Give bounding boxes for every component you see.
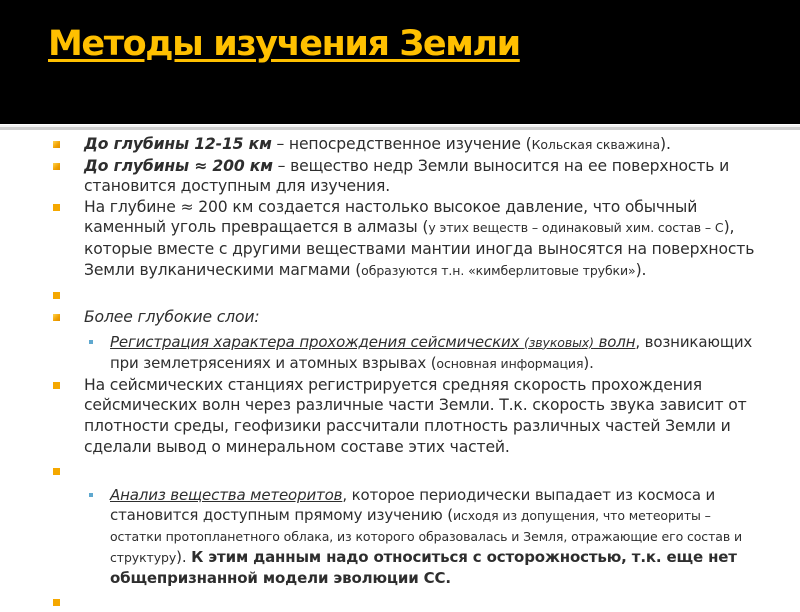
bullet-item-empty [0,461,800,481]
item-note-2: образуются т.н. «кимберлитовые трубки» [361,262,636,278]
square-bullet-icon [53,204,60,211]
bullet-item-depth-200km [0,156,800,197]
arrow-bullet-icon [53,141,60,148]
sub-item-text: , которое периодически выпадает из космоса и становится доступным прямому изучению ( [110,486,716,525]
slide-header [0,0,800,124]
sub-item-lead-note: (звуковых) [523,334,594,350]
sub-item-meteorites [0,485,800,588]
sub-item-text: , возникающих при землетрясениях и атомных взрывах ( [110,332,753,372]
header-divider [0,127,800,130]
item-tail: ). [660,135,671,153]
bullet-item-seismic-stations [0,375,800,457]
square-bullet-icon [53,468,60,475]
item-text-2: ), которые вместе с другими веществами мантии иногда выносятся на поверхность Земли вулканическими магмами ( [84,218,755,279]
sub-bullet-icon [89,340,93,344]
item-note: у этих веществ – одинаковый хим. состав – С [428,220,724,236]
bullet-item-depth-15km [0,134,800,156]
arrow-bullet-icon [53,314,60,321]
square-bullet-icon [53,382,60,389]
item-note: Кольская скважина [531,137,661,152]
item-text: На сейсмических станциях регистрируется средняя скорость прохождения сейсмических волн через различные части Земли. Т.к. скорость звука зависит от плотности среды, геофизики рассчитали плотность различных частей Земли и сделали вывод о минеральном составе этих частей. [84,375,747,456]
sub-item-note: основная информация [436,355,584,371]
bullet-item-diamonds [0,197,800,281]
item-lead: До глубины ≈ 200 км [84,156,273,175]
sub-item-lead: Регистрация характера прохождения сейсмических [110,332,524,351]
arrow-bullet-icon [53,163,60,170]
item-text: – непосредственное изучение ( [271,135,532,153]
bullet-item-deeper-layers [0,307,800,328]
sub-item-tail: ). [176,548,192,567]
section-heading: Более глубокие слои: [84,308,260,327]
sub-item-lead: Анализ вещества метеоритов [110,486,343,505]
item-lead: До глубины 12-15 км [84,135,272,153]
sub-bullet-icon [89,493,93,497]
slide-title: Методы изучения Земли [48,24,520,64]
sub-item-tail: ). [583,353,594,372]
item-text: На глубине ≈ 200 км создается настолько высокое давление, что обычный каменный уголь превращается в алмазы ( [84,197,698,237]
square-bullet-icon [53,599,60,606]
square-bullet-icon [53,292,60,299]
sub-item-note: исходя из допущения, что метеориты – остатки протопланетного облака, из которого образовалась и Земля, отражающие его состав и структуру [110,508,742,566]
sub-item-warning: К этим данным надо относиться с осторожностью, т.к. еще нет общепризнанной модели эволюции СС. [110,548,737,588]
bullet-item-empty [0,285,800,305]
sub-item-seismic [0,332,800,374]
sub-item-lead-2: волн [593,332,636,351]
item-text: – вещество недр Земли выносится на ее поверхность и становится доступным для изучения. [84,156,730,196]
bullet-item-empty [0,592,800,612]
slide-body [0,134,800,612]
item-tail: ). [635,260,647,279]
